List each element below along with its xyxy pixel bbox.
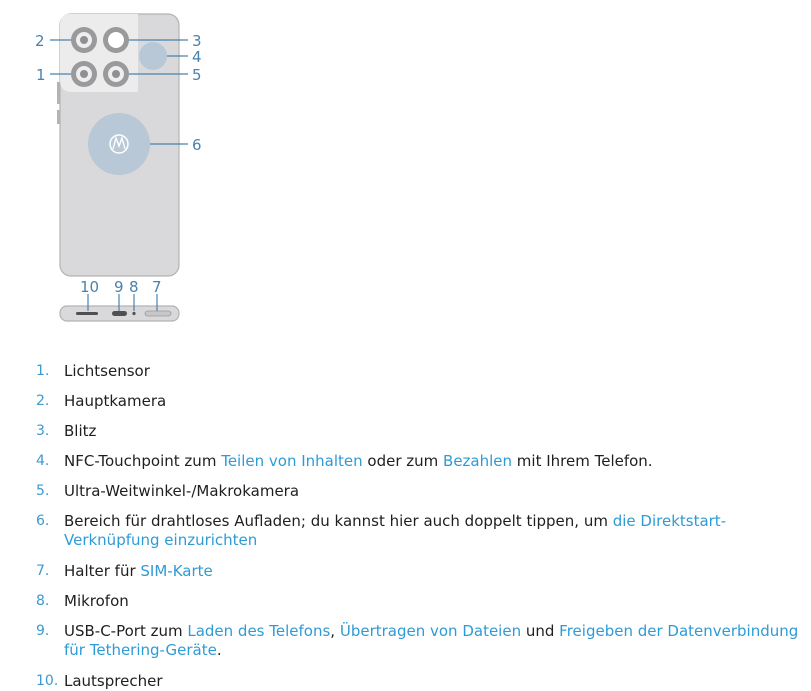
help-link[interactable]: Übertragen von Dateien xyxy=(339,622,522,640)
list-item-number: 10. xyxy=(36,673,59,689)
list-item xyxy=(36,422,811,441)
callout-6: 6 xyxy=(192,136,202,154)
text-run: und xyxy=(521,622,560,640)
list-item-text xyxy=(64,622,811,660)
list-item-text xyxy=(64,562,811,581)
help-link[interactable]: die Direktstart-Verknüpfung einzurichten xyxy=(64,512,727,549)
list-item xyxy=(36,562,811,581)
list-item xyxy=(36,452,811,471)
list-item-text xyxy=(64,482,811,501)
light-sensor-lens xyxy=(71,61,97,87)
list-item-number: 7. xyxy=(36,563,50,579)
callout-7: 7 xyxy=(152,278,162,296)
side-button xyxy=(57,82,60,104)
callout-1: 1 xyxy=(36,66,46,84)
callout-4: 4 xyxy=(192,48,202,66)
text-run: NFC-Touchpoint zum xyxy=(64,452,222,470)
text-run: oder zum xyxy=(362,452,444,470)
callout-3: 3 xyxy=(192,32,202,50)
callout-10: 10 xyxy=(80,278,100,296)
list-item-number: 9. xyxy=(36,623,50,639)
side-button xyxy=(57,110,60,124)
speaker-grille xyxy=(76,312,98,315)
list-item-number: 1. xyxy=(36,363,50,379)
callout-2: 2 xyxy=(35,32,45,50)
callout-9: 9 xyxy=(114,278,124,296)
list-item-number: 4. xyxy=(36,453,50,469)
text-run: Halter für xyxy=(64,562,141,580)
list-item-number: 5. xyxy=(36,483,50,499)
list-item-text xyxy=(64,362,811,381)
ultrawide-camera-lens xyxy=(103,61,129,87)
text-run: mit Ihrem Telefon. xyxy=(512,452,653,470)
callout-5: 5 xyxy=(192,66,202,84)
main-camera-lens xyxy=(71,27,97,53)
text-run: USB-C-Port zum xyxy=(64,622,188,640)
phone-back-illustration xyxy=(0,0,240,335)
help-link[interactable]: Bezahlen xyxy=(443,452,513,470)
list-item xyxy=(36,362,811,381)
help-link[interactable]: Freigeben der Datenverbindung für Tethering-Geräte xyxy=(64,622,799,659)
list-item-number: 8. xyxy=(36,593,50,609)
flash xyxy=(103,27,129,53)
list-item-text xyxy=(64,452,811,471)
sim-tray xyxy=(145,311,171,316)
list-item xyxy=(36,512,811,550)
list-item-number: 3. xyxy=(36,423,50,439)
help-link[interactable]: SIM-Karte xyxy=(140,562,213,580)
text-run: . xyxy=(216,641,222,659)
list-item-number: 2. xyxy=(36,393,50,409)
list-item xyxy=(36,482,811,501)
callout-8: 8 xyxy=(129,278,139,296)
microphone-hole xyxy=(132,312,135,315)
list-item-number: 6. xyxy=(36,513,50,529)
help-link[interactable]: Laden des Telefons xyxy=(187,622,331,640)
text-run: Mikrofon xyxy=(64,592,129,610)
list-item xyxy=(36,592,811,611)
list-item-text xyxy=(64,672,811,691)
text-run: , xyxy=(330,622,340,640)
list-item xyxy=(36,392,811,411)
text-run: Lichtsensor xyxy=(64,362,150,380)
text-run: Blitz xyxy=(64,422,97,440)
phone-diagram xyxy=(0,0,240,335)
text-run: Ultra-Weitwinkel-/Makrokamera xyxy=(64,482,300,500)
list-item xyxy=(36,672,811,691)
usb-c-port xyxy=(112,311,127,316)
text-run: Lautsprecher xyxy=(64,672,163,690)
nfc-touchpoint xyxy=(139,42,167,70)
help-link[interactable]: Teilen von Inhalten xyxy=(221,452,363,470)
list-item-text xyxy=(64,392,811,411)
list-item-text xyxy=(64,512,811,550)
list-item xyxy=(36,622,811,660)
list-item-text xyxy=(64,592,811,611)
wireless-charging-area xyxy=(88,113,150,175)
list-item-text xyxy=(64,422,811,441)
text-run: Bereich für drahtloses Aufladen; du kannst hier auch doppelt tippen, um xyxy=(64,512,613,530)
text-run: Hauptkamera xyxy=(64,392,167,410)
